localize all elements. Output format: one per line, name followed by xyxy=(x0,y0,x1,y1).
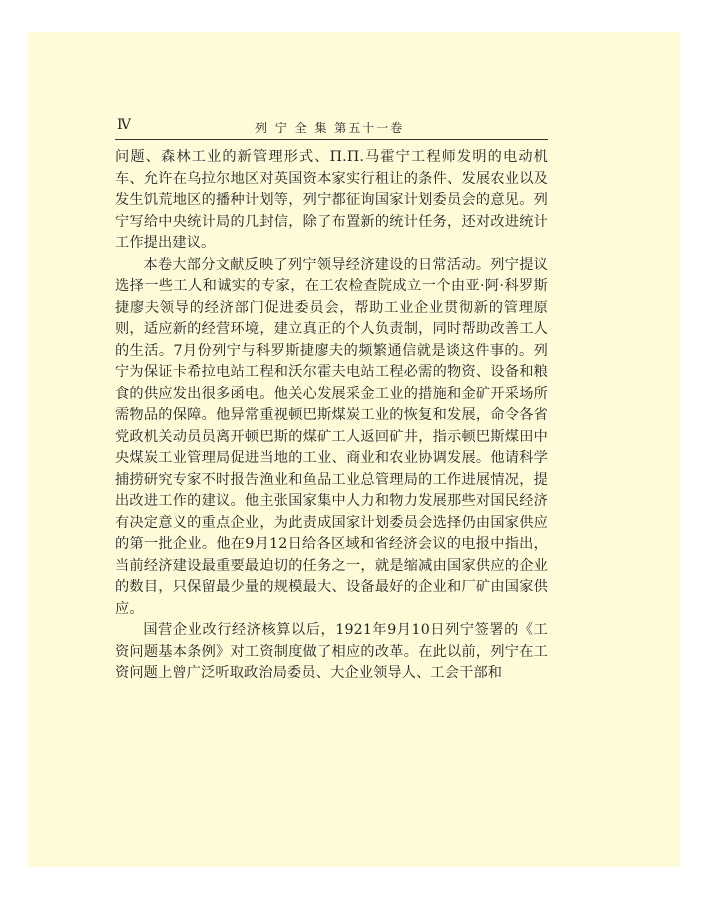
page-header xyxy=(115,117,548,140)
body-text xyxy=(115,147,548,685)
paragraph: 国营企业改行经济核算以后，1921年9月10日列宁签署的《工资问题基本条例》对工资制度做了相应的改革。在此以前，列宁在工资问题上曾广泛听取政治局委员、大企业领导人、工会干部和 xyxy=(115,622,548,681)
running-title: 列 宁 全 集 第五十一卷 xyxy=(255,121,405,135)
paragraph-continued: 问题、森林工业的新管理形式、Π.Π.马霍宁工程师发明的电动机车、允许在乌拉尔地区对英国资本家实行租让的条件、发展农业以及发生饥荒地区的播种计划等，列宁都征询国家计划委员会的意见。列宁写给中央统计局的几封信，除了布置新的统计任务，还对改进统计工作提出建议。 xyxy=(115,149,548,251)
page-number: Ⅳ xyxy=(117,117,131,133)
paragraph: 本卷大部分文献反映了列宁领导经济建设的日常活动。列宁提议选择一些工人和诚实的专家，在工农检查院成立一个由亚·阿·科罗斯捷廖夫领导的经济部门促进委员会，帮助工业企业贯彻新的管理原则，适应新的经营环境，建立真正的个人负责制，同时帮助改善工人的生活。7月份列宁与科罗斯捷廖夫的频繁通信就是谈这件事的。列宁为保证卡希拉电站工程和沃尔霍夫电站工程必需的物资、设备和粮食的供应发出很多函电。他关心发展采金工业的措施和金矿开采场所需物品的保障。他异常重视顿巴斯煤炭工业的恢复和发展，命令各省党政机关动员员离开顿巴斯的煤矿工人返回矿井，指示顿巴斯煤田中央煤炭工业管理局促进当地的工业、商业和农业协调发展。他请科学捕捞研究专家不时报告渔业和鱼品工业总管理局的工作进展情况，提出改进工作的建议。他主张国家集中人力和物力发展那些对国民经济有决定意义的重点企业，为此责成国家计划委员会选择仍由国家供应的第一批企业。他在9月12日给各区域和省经济会议的电报中指出，当前经济建设最重要最迫切的任务之一，就是缩减由国家供应的企业的数目，只保留最少量的规模最大、设备最好的企业和厂矿由国家供应。 xyxy=(115,256,548,617)
